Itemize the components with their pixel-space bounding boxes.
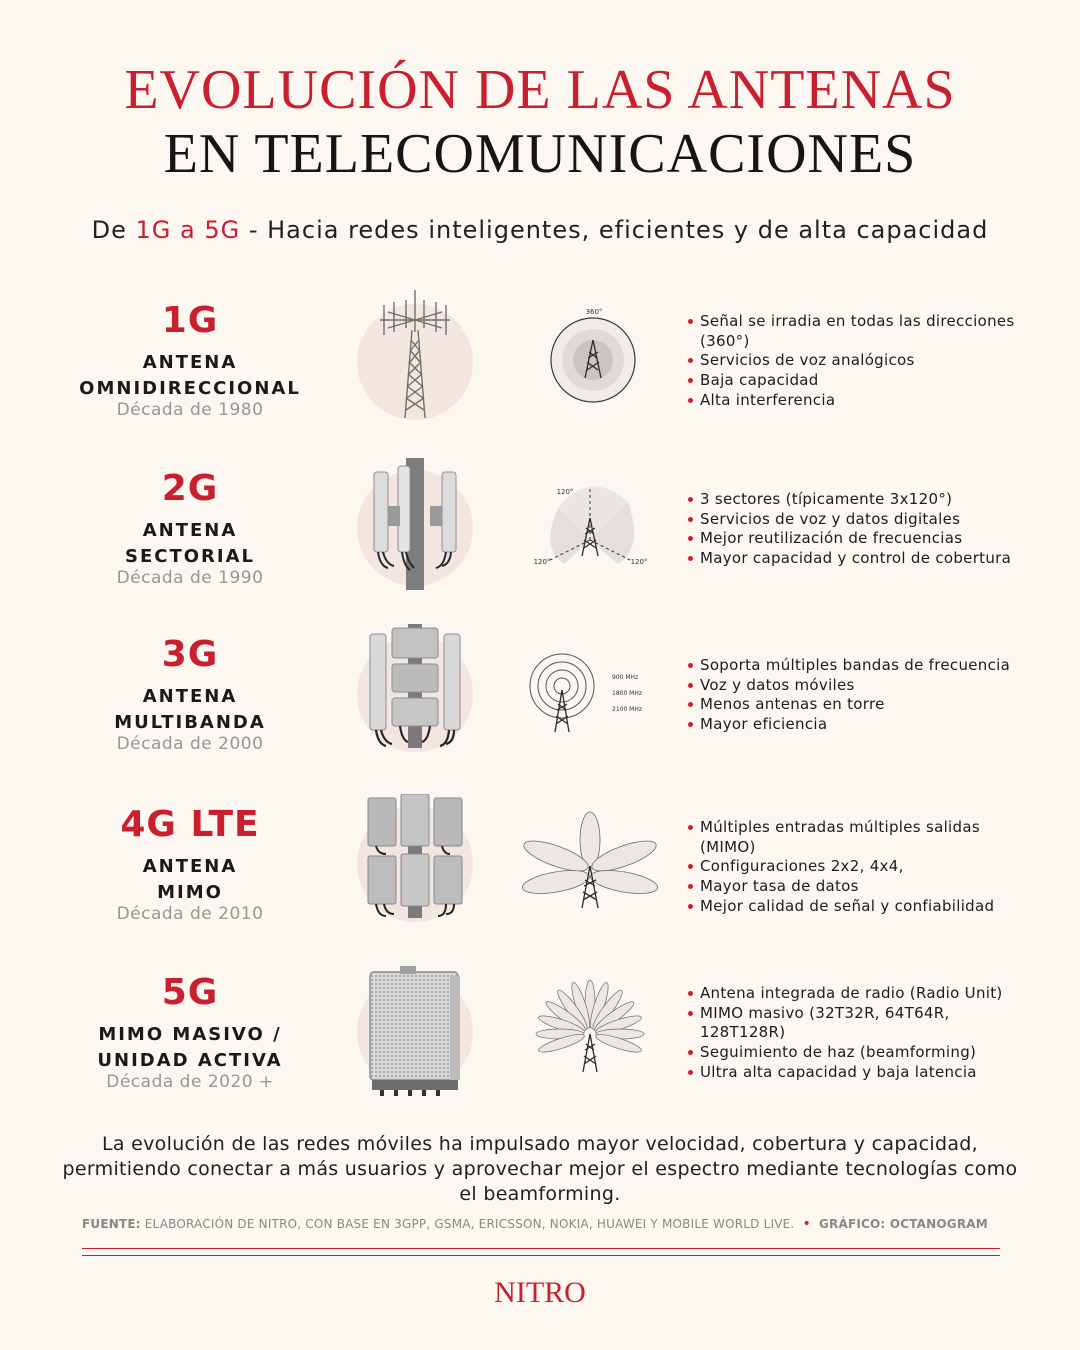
mimo-antenna-icon (350, 794, 480, 934)
decade-label: Década de 2020 + (106, 1072, 274, 1092)
active-antenna-unit-icon (350, 962, 480, 1102)
antenna-type-line2: UNIDAD ACTIVA (97, 1050, 283, 1071)
source-text: ELABORACIÓN DE NITRO, CON BASE EN 3GPP, GSMA, ERICSSON, NOKIA, HUAWEI Y MOBILE WORLD LIVE. (140, 1217, 795, 1231)
subtitle (0, 216, 1080, 244)
list-item: Antena integrada de radio (Radio Unit) (686, 984, 1016, 1004)
beamforming-diagram (520, 972, 660, 1092)
list-item: Seguimiento de haz (beamforming) (686, 1043, 1016, 1063)
generation-row-2g (0, 468, 1080, 618)
generation-row-4g-lte (0, 804, 1080, 954)
list-item: Mejor reutilización de frecuencias (686, 529, 1016, 549)
graphic-credit: OCTANOGRAM (885, 1217, 988, 1231)
brand-logo: NITRO (494, 1276, 586, 1309)
list-item: Mayor eficiencia (686, 715, 1016, 735)
subtitle-prefix: De (91, 216, 136, 244)
list-item: 3 sectores (típicamente 3x120°) (686, 490, 1016, 510)
sector-antenna-icon (350, 458, 480, 598)
decade-label: Década de 2010 (116, 904, 264, 924)
graphic-label: GRÁFICO: (818, 1217, 886, 1231)
antenna-type-line1: ANTENA (142, 856, 238, 877)
antenna-type-line2: MULTIBANDA (114, 712, 266, 733)
diagram-label-1800: 1800 MHz (612, 690, 643, 697)
generation-title: 5G (161, 972, 219, 1013)
diagram-label-120-top: 120° (556, 488, 574, 496)
diagram-label-2100: 2100 MHz (612, 706, 643, 713)
antenna-type-line2: SECTORIAL (124, 546, 255, 567)
generation-title: 1G (161, 300, 219, 341)
subtitle-suffix: - Hacia redes inteligentes, eficientes y de alta capacidad (240, 216, 989, 244)
feature-list (686, 490, 1016, 569)
summary-text: La evolución de las redes móviles ha impulsado mayor velocidad, cobertura y capacidad, permitiendo conectar a más usuarios y aprovechar mejor el espectro mediante tecnologías como el beamforming. (62, 1133, 1018, 1205)
diagram-label-120-right: 120° (630, 558, 648, 566)
title-line1: EVOLUCIÓN DE LAS ANTENAS (124, 59, 956, 121)
list-item: Mejor calidad de señal y confiabilidad (686, 897, 1016, 917)
decade-label: Década de 1980 (116, 400, 264, 420)
divider-line-top (82, 1248, 1000, 1249)
feature-list (686, 818, 1016, 917)
multiband-diagram (520, 634, 660, 754)
list-item: MIMO masivo (32T32R, 64T64R, 128T128R) (686, 1004, 1016, 1043)
antenna-type-line1: ANTENA (142, 520, 238, 541)
divider-line-bottom (82, 1255, 1000, 1256)
generation-row-1g (0, 300, 1080, 450)
decade-label: Década de 1990 (116, 568, 264, 588)
generation-row-5g (0, 972, 1080, 1122)
source-line (82, 1216, 1022, 1232)
diagram-label-360: 360° (585, 308, 603, 316)
diagram-label-120-left: 120° (533, 558, 551, 566)
list-item: Mayor capacidad y control de cobertura (686, 549, 1016, 569)
generation-title: 2G (161, 468, 219, 509)
list-item: Soporta múltiples bandas de frecuencia (686, 656, 1016, 676)
list-item: Voz y datos móviles (686, 676, 1016, 696)
omnidirectional-diagram (520, 300, 660, 420)
generation-row-3g (0, 634, 1080, 784)
diagram-label-900: 900 MHz (612, 674, 639, 681)
decade-label: Década de 2000 (116, 734, 264, 754)
antenna-type-line2: MIMO (157, 882, 223, 903)
list-item: Mayor tasa de datos (686, 877, 1016, 897)
feature-list (686, 984, 1016, 1083)
list-item: Baja capacidad (686, 371, 1016, 391)
list-item: Menos antenas en torre (686, 695, 1016, 715)
list-item: Servicios de voz analógicos (686, 351, 1016, 371)
subtitle-highlight: 1G a 5G (135, 216, 241, 244)
list-item: Alta interferencia (686, 391, 1016, 411)
antenna-type-line1: ANTENA (142, 352, 238, 373)
generation-title: 4G LTE (120, 804, 260, 845)
list-item: Múltiples entradas múltiples salidas (MIMO) (686, 818, 1016, 857)
mimo-diagram (520, 804, 660, 924)
feature-list (686, 656, 1016, 735)
omnidirectional-tower-icon (350, 290, 480, 430)
list-item: Ultra alta capacidad y baja latencia (686, 1063, 1016, 1083)
antenna-type-line1: ANTENA (142, 686, 238, 707)
separator-dot: • (802, 1216, 811, 1232)
feature-list (686, 312, 1016, 411)
list-item: Servicios de voz y datos digitales (686, 510, 1016, 530)
multiband-antenna-icon (350, 624, 480, 764)
title-line2: EN TELECOMUNICACIONES (163, 123, 917, 185)
antenna-type-line1: MIMO MASIVO / (98, 1024, 282, 1045)
list-item: Señal se irradia en todas las direcciones (360°) (686, 312, 1016, 351)
source-label: FUENTE: (82, 1217, 141, 1231)
list-item: Configuraciones 2x2, 4x4, (686, 857, 1016, 877)
sectorial-diagram (520, 468, 660, 588)
antenna-type-line2: OMNIDIRECCIONAL (79, 378, 301, 399)
generation-title: 3G (161, 634, 219, 675)
